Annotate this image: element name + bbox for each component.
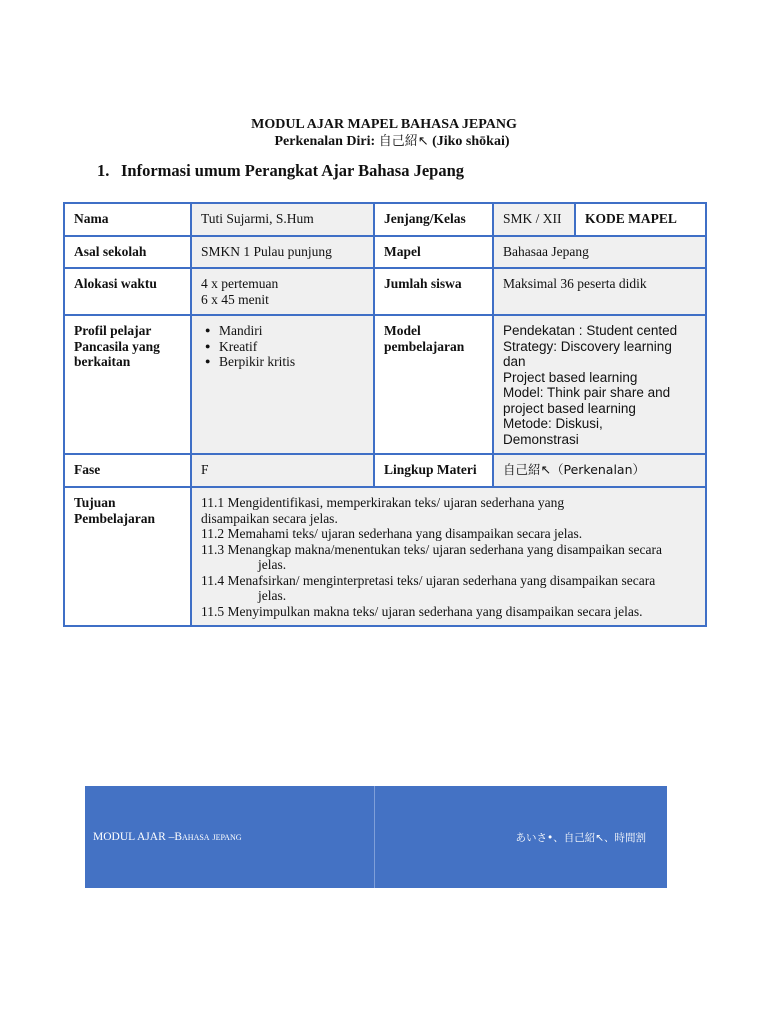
model-line: Demonstrasi	[503, 431, 579, 447]
profil-pelajar-value	[191, 315, 374, 454]
footer-module-label: MODUL AJAR –	[93, 831, 175, 843]
footer-subject: Bahasa jepang	[174, 831, 242, 843]
profil-list	[201, 323, 364, 370]
model-label-line: pembelajaran	[384, 338, 465, 354]
table-row	[64, 315, 706, 454]
title-japanese: 自己紹↖	[378, 134, 429, 149]
tujuan-label-line: Tujuan	[74, 495, 116, 510]
table-row	[64, 454, 706, 487]
tujuan-pembelajaran-value	[191, 487, 706, 626]
section-number: 1.	[97, 161, 110, 180]
goal-text: 11.2 Memahami teks/ ujaran sederhana yang disampaikan secara jelas.	[201, 526, 583, 541]
model-line: Project based learning	[503, 369, 638, 385]
mapel-value: Bahasaa Jepang	[493, 236, 706, 268]
footer-left	[85, 786, 375, 888]
goal-item	[201, 526, 696, 542]
table-row	[64, 236, 706, 268]
jenjang-value: SMK / XII	[493, 203, 575, 236]
alokasi-line-2: 6 x 45 menit	[201, 291, 269, 307]
tujuan-pembelajaran-label	[64, 487, 191, 626]
tujuan-label-line: Pembelajaran	[74, 510, 155, 526]
title-suffix: (Jiko shōkai)	[428, 134, 510, 149]
kode-mapel-label: KODE MAPEL	[575, 203, 706, 236]
jumlah-siswa-label: Jumlah siswa	[374, 268, 493, 315]
table-row	[64, 487, 706, 626]
info-table	[63, 202, 707, 627]
lingkup-materi-value: 自己紹↖（Perkenalan）	[493, 454, 706, 487]
title-line-1: MODUL AJAR MAPEL BAHASA JEPANG	[251, 117, 517, 132]
goal-text: 11.1 Mengidentifikasi, memperkirakan teks/ ujaran sederhana yang	[201, 495, 565, 510]
model-line: project based learning	[503, 400, 636, 416]
goal-continuation: jelas.	[258, 588, 287, 603]
model-pembelajaran-label	[374, 315, 493, 454]
asal-sekolah-label: Asal sekolah	[64, 236, 191, 268]
page-footer	[85, 786, 667, 888]
table-row	[64, 268, 706, 315]
profil-pelajar-label	[64, 315, 191, 454]
model-line: Strategy: Discovery learning dan	[503, 338, 672, 369]
model-pembelajaran-value	[493, 315, 706, 454]
goal-text: 11.4 Menafsirkan/ menginterpretasi teks/ ujaran sederhana yang disampaikan secara	[201, 572, 656, 588]
footer-topics: あいさ•、自己紹↖、時間割	[515, 831, 646, 844]
section-title: Informasi umum Perangkat Ajar Bahasa Jepang	[121, 161, 465, 180]
goal-continuation: disampaikan secara jelas.	[201, 510, 338, 526]
title-line-2	[0, 133, 768, 150]
list-item: ● Berpikir kritis	[219, 354, 364, 370]
goal-item	[201, 573, 696, 604]
model-line: Metode: Diskusi,	[503, 416, 603, 431]
table-row	[64, 203, 706, 236]
fase-label: Fase	[64, 454, 191, 487]
list-item: ● Kreatif	[219, 339, 364, 355]
title-prefix: Perkenalan Diri:	[274, 134, 379, 149]
goal-item	[201, 542, 696, 573]
jumlah-siswa-value: Maksimal 36 peserta didik	[493, 268, 706, 315]
profil-label-line: Profil pelajar	[74, 323, 152, 338]
fase-value: F	[191, 454, 374, 487]
jenjang-label: Jenjang/Kelas	[374, 203, 493, 236]
section-heading	[97, 161, 464, 181]
goal-text: 11.5 Menyimpulkan makna teks/ ujaran sederhana yang disampaikan secara jelas.	[201, 603, 643, 619]
nama-label: Nama	[64, 203, 191, 236]
profil-label-line: Pancasila yang	[74, 338, 160, 354]
goal-continuation: jelas.	[258, 557, 287, 572]
profil-label-line: berkaitan	[74, 354, 131, 369]
alokasi-line-1: 4 x pertemuan	[201, 276, 279, 291]
lingkup-materi-label: Lingkup Materi	[374, 454, 493, 487]
document-title	[0, 116, 768, 150]
alokasi-waktu-label: Alokasi waktu	[64, 268, 191, 315]
nama-value: Tuti Sujarmi, S.Hum	[191, 203, 374, 236]
goal-item	[201, 604, 696, 620]
alokasi-waktu-value	[191, 268, 374, 315]
model-line: Pendekatan : Student cented	[503, 323, 678, 338]
list-item: ● Mandiri	[219, 323, 364, 339]
goal-text: 11.3 Menangkap makna/menentukan teks/ ujaran sederhana yang disampaikan secara	[201, 541, 662, 557]
goal-item	[201, 495, 696, 526]
mapel-label: Mapel	[374, 236, 493, 268]
model-line: Model: Think pair share and	[503, 385, 671, 400]
footer-right	[375, 786, 667, 888]
model-label-line: Model	[384, 323, 421, 338]
asal-sekolah-value: SMKN 1 Pulau punjung	[191, 236, 374, 268]
